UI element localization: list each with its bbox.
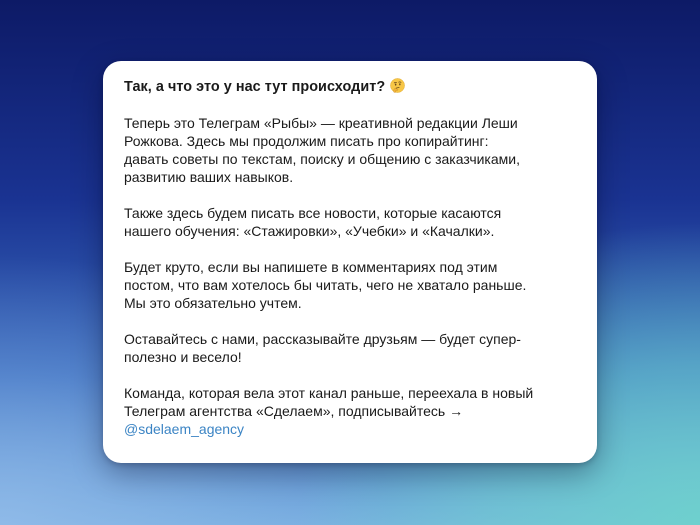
text-line: Мы это обязательно учтем. (124, 295, 302, 311)
text-line: Телеграм агентства «Сделаем», подписывайтесь → (124, 403, 464, 419)
text-line: Будет круто, если вы напишете в комментариях под этим (124, 259, 498, 275)
paragraph-team (124, 384, 577, 438)
text-line: Оставайтесь с нами, рассказывайте друзьям — будет супер- (124, 331, 521, 347)
text-line: полезно и весело! (124, 349, 242, 365)
paragraph-comments (124, 258, 577, 312)
post-title (124, 78, 577, 96)
text-line: Рожкова. Здесь мы продолжим писать про копирайтинг: (124, 133, 489, 149)
thinking-face-icon (390, 78, 405, 93)
paragraph-news (124, 204, 577, 240)
text-line: Теперь это Телеграм «Рыбы» — креативной редакции Леши (124, 115, 518, 131)
text-line: развитию ваших навыков. (124, 169, 294, 185)
agency-channel-link[interactable]: @sdelaem_agency (124, 421, 245, 437)
text-line-link (124, 420, 577, 438)
text-line: Команда, которая вела этот канал раньше, переехала в новый (124, 385, 534, 401)
paragraph-intro (124, 114, 577, 186)
text-line: давать советы по текстам, поиску и общению с заказчиками, (124, 151, 520, 167)
post-card (103, 61, 597, 463)
paragraph-stay (124, 330, 577, 366)
text-line: Также здесь будем писать все новости, которые касаются (124, 205, 502, 221)
text-line: постом, что вам хотелось бы читать, чего не хватало раньше. (124, 277, 527, 293)
text-line: нашего обучения: «Стажировки», «Учебки» и «Качалки». (124, 223, 495, 239)
post-title-text: Так, а что это у нас тут происходит? (124, 79, 386, 95)
